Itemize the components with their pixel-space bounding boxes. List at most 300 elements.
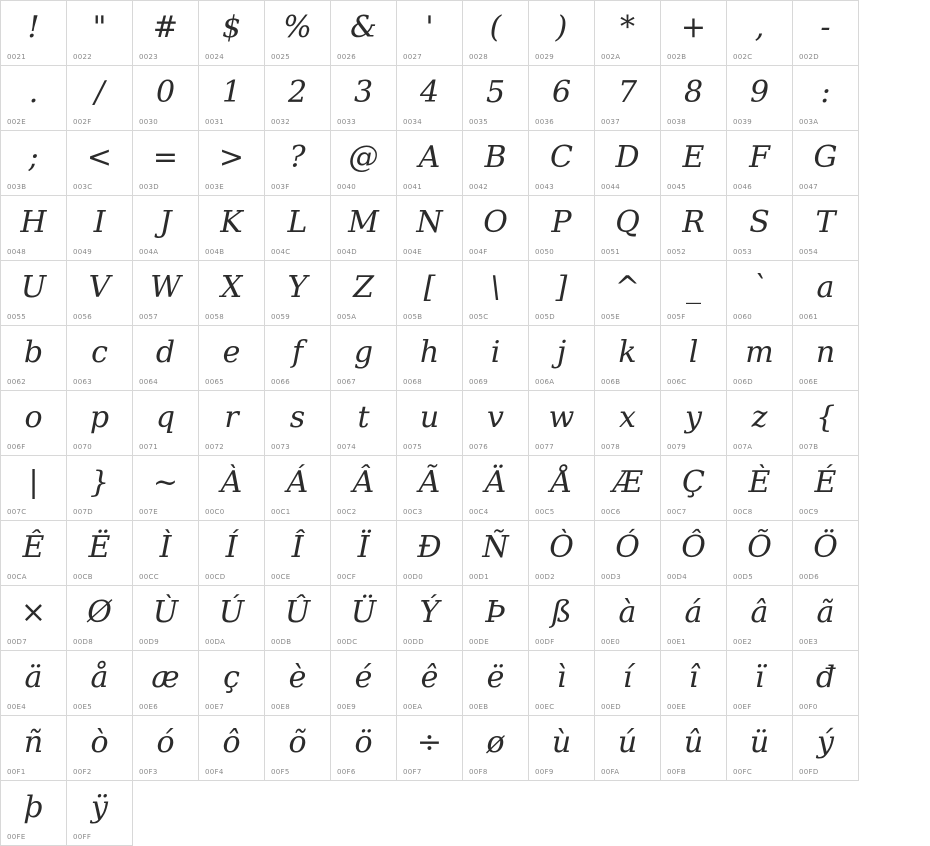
glyph-cell[interactable]: [463, 196, 529, 261]
glyph-character: p: [89, 400, 110, 435]
glyph-unicode-code: 0031: [205, 118, 225, 126]
glyph-cell[interactable]: [397, 456, 463, 521]
glyph-unicode-code: 0035: [469, 118, 489, 126]
glyph-cell[interactable]: [67, 651, 133, 716]
glyph-cell[interactable]: [67, 261, 133, 326]
glyph-cell[interactable]: [331, 66, 397, 131]
glyph-cell[interactable]: [661, 521, 727, 586]
glyph-unicode-code: 00F4: [205, 768, 224, 776]
glyph-character: H: [20, 205, 47, 240]
glyph-cell[interactable]: [1, 391, 67, 456]
glyph-cell[interactable]: [793, 391, 859, 456]
glyph-character: J: [159, 205, 172, 240]
glyph-cell[interactable]: [529, 1, 595, 66]
glyph-cell[interactable]: [793, 66, 859, 131]
glyph-cell[interactable]: [265, 1, 331, 66]
glyph-cell[interactable]: [661, 326, 727, 391]
glyph-cell[interactable]: [1, 261, 67, 326]
glyph-cell[interactable]: [199, 131, 265, 196]
glyph-cell[interactable]: [595, 391, 661, 456]
glyph-cell[interactable]: [67, 716, 133, 781]
glyph-cell[interactable]: [265, 586, 331, 651]
glyph-cell[interactable]: [1, 326, 67, 391]
glyph-cell[interactable]: [133, 651, 199, 716]
glyph-cell[interactable]: [199, 586, 265, 651]
glyph-cell[interactable]: [793, 651, 859, 716]
glyph-character: á: [684, 595, 703, 630]
glyph-cell[interactable]: [199, 716, 265, 781]
glyph-cell[interactable]: [133, 326, 199, 391]
glyph-unicode-code: 0053: [733, 248, 753, 256]
glyph-cell[interactable]: [529, 651, 595, 716]
glyph-cell[interactable]: [265, 391, 331, 456]
glyph-character: Û: [284, 595, 311, 630]
glyph-character: 1: [221, 75, 242, 110]
glyph-unicode-code: 00F2: [73, 768, 92, 776]
glyph-unicode-code: 007D: [73, 508, 93, 516]
glyph-unicode-code: 00C5: [535, 508, 555, 516]
glyph-character: Ú: [218, 595, 245, 630]
glyph-cell[interactable]: [397, 66, 463, 131]
glyph-cell[interactable]: [529, 391, 595, 456]
glyph-cell[interactable]: [1, 586, 67, 651]
glyph-cell[interactable]: [133, 391, 199, 456]
glyph-cell[interactable]: [793, 1, 859, 66]
glyph-unicode-code: 00CD: [205, 573, 226, 581]
glyph-unicode-code: 00C9: [799, 508, 819, 516]
glyph-cell[interactable]: [529, 716, 595, 781]
glyph-character: g: [353, 335, 374, 370]
glyph-cell[interactable]: [727, 131, 793, 196]
glyph-unicode-code: 00D0: [403, 573, 423, 581]
glyph-cell[interactable]: [463, 716, 529, 781]
glyph-unicode-code: 00F9: [535, 768, 554, 776]
glyph-character: n: [815, 335, 836, 370]
glyph-unicode-code: 0052: [667, 248, 687, 256]
glyph-cell[interactable]: [265, 716, 331, 781]
glyph-unicode-code: 0056: [73, 313, 93, 321]
glyph-character: I: [93, 205, 106, 240]
glyph-cell[interactable]: [463, 1, 529, 66]
glyph-cell[interactable]: [199, 456, 265, 521]
glyph-unicode-code: 003C: [73, 183, 93, 191]
glyph-character: M: [348, 205, 379, 240]
glyph-cell[interactable]: [67, 66, 133, 131]
glyph-unicode-code: 007A: [733, 443, 753, 451]
glyph-cell[interactable]: [397, 391, 463, 456]
glyph-cell[interactable]: [397, 326, 463, 391]
glyph-cell[interactable]: [199, 651, 265, 716]
glyph-unicode-code: 00CC: [139, 573, 159, 581]
glyph-unicode-code: 0039: [733, 118, 753, 126]
glyph-character: R: [682, 205, 705, 240]
glyph-character: -: [820, 10, 831, 45]
glyph-character: ô: [222, 725, 241, 760]
glyph-character: &: [350, 10, 377, 45]
glyph-cell[interactable]: [331, 716, 397, 781]
glyph-unicode-code: 005B: [403, 313, 423, 321]
glyph-character: Ç: [682, 465, 705, 500]
glyph-cell[interactable]: [463, 66, 529, 131]
glyph-cell[interactable]: [529, 66, 595, 131]
glyph-character: ?: [289, 140, 306, 175]
glyph-character: C: [550, 140, 573, 175]
glyph-unicode-code: 0024: [205, 53, 225, 61]
glyph-unicode-code: 005A: [337, 313, 357, 321]
glyph-cell[interactable]: [397, 196, 463, 261]
glyph-unicode-code: 00F0: [799, 703, 818, 711]
glyph-character: ø: [486, 725, 505, 760]
glyph-unicode-code: 0078: [601, 443, 621, 451]
glyph-unicode-code: 00C7: [667, 508, 687, 516]
glyph-character: ]: [555, 270, 568, 305]
glyph-cell[interactable]: [529, 326, 595, 391]
glyph-character: À: [220, 465, 243, 500]
glyph-unicode-code: 0044: [601, 183, 621, 191]
glyph-cell[interactable]: [67, 456, 133, 521]
glyph-cell[interactable]: [331, 456, 397, 521]
glyph-cell[interactable]: [463, 456, 529, 521]
glyph-unicode-code: 005D: [535, 313, 555, 321]
glyph-unicode-code: 0072: [205, 443, 225, 451]
glyph-cell[interactable]: [661, 651, 727, 716]
glyph-unicode-code: 0029: [535, 53, 555, 61]
glyph-unicode-code: 004E: [403, 248, 422, 256]
glyph-cell[interactable]: [199, 1, 265, 66]
glyph-unicode-code: 00E7: [205, 703, 224, 711]
glyph-character: ^: [614, 270, 641, 305]
glyph-cell[interactable]: [595, 261, 661, 326]
glyph-cell[interactable]: [1, 781, 67, 846]
glyph-cell[interactable]: [397, 521, 463, 586]
glyph-unicode-code: 0040: [337, 183, 357, 191]
glyph-unicode-code: 004D: [337, 248, 357, 256]
glyph-cell[interactable]: [199, 196, 265, 261]
glyph-cell[interactable]: [397, 586, 463, 651]
glyph-cell[interactable]: [463, 521, 529, 586]
glyph-unicode-code: 00F6: [337, 768, 356, 776]
glyph-cell[interactable]: [133, 716, 199, 781]
glyph-cell[interactable]: [661, 391, 727, 456]
glyph-character: [: [423, 270, 436, 305]
glyph-cell[interactable]: [397, 716, 463, 781]
glyph-character: í: [622, 660, 633, 695]
glyph-cell[interactable]: [727, 326, 793, 391]
glyph-cell[interactable]: [793, 716, 859, 781]
glyph-cell[interactable]: [595, 716, 661, 781]
glyph-cell[interactable]: [67, 196, 133, 261]
glyph-cell[interactable]: [793, 326, 859, 391]
glyph-cell[interactable]: [595, 521, 661, 586]
glyph-character: ü: [749, 725, 770, 760]
glyph-unicode-code: 005C: [469, 313, 489, 321]
glyph-unicode-code: 0077: [535, 443, 555, 451]
glyph-unicode-code: 0060: [733, 313, 753, 321]
glyph-unicode-code: 00E0: [601, 638, 620, 646]
glyph-cell[interactable]: [265, 326, 331, 391]
glyph-cell[interactable]: [1, 716, 67, 781]
glyph-cell[interactable]: [793, 456, 859, 521]
glyph-cell[interactable]: [793, 131, 859, 196]
glyph-cell[interactable]: [661, 456, 727, 521]
glyph-cell[interactable]: [793, 261, 859, 326]
glyph-cell[interactable]: [199, 261, 265, 326]
glyph-character: 7: [617, 75, 638, 110]
glyph-cell[interactable]: [727, 456, 793, 521]
glyph-unicode-code: 00CF: [337, 573, 357, 581]
glyph-cell[interactable]: [727, 651, 793, 716]
glyph-cell[interactable]: [1, 131, 67, 196]
glyph-character: î: [688, 660, 699, 695]
glyph-character: f: [291, 335, 304, 370]
glyph-character: ú: [617, 725, 638, 760]
glyph-character: $: [221, 10, 242, 45]
glyph-cell[interactable]: [199, 326, 265, 391]
glyph-cell[interactable]: [331, 391, 397, 456]
glyph-cell[interactable]: [727, 66, 793, 131]
glyph-unicode-code: 0050: [535, 248, 555, 256]
glyph-cell[interactable]: [595, 651, 661, 716]
glyph-unicode-code: 00ED: [601, 703, 621, 711]
glyph-cell[interactable]: [397, 131, 463, 196]
glyph-cell[interactable]: [67, 326, 133, 391]
glyph-character: r: [224, 400, 239, 435]
glyph-unicode-code: 0030: [139, 118, 159, 126]
glyph-unicode-code: 00D8: [73, 638, 93, 646]
glyph-cell[interactable]: [463, 261, 529, 326]
glyph-character: y: [685, 400, 702, 435]
glyph-character: W: [150, 270, 181, 305]
glyph-cell[interactable]: [1, 1, 67, 66]
glyph-character: l: [688, 335, 699, 370]
glyph-character: þ: [23, 790, 44, 825]
glyph-cell[interactable]: [265, 651, 331, 716]
glyph-cell[interactable]: [661, 66, 727, 131]
glyph-cell[interactable]: [331, 131, 397, 196]
glyph-cell[interactable]: [463, 651, 529, 716]
glyph-cell[interactable]: [199, 521, 265, 586]
glyph-cell[interactable]: [1, 651, 67, 716]
glyph-cell[interactable]: [661, 196, 727, 261]
glyph-character: ñ: [23, 725, 44, 760]
glyph-unicode-code: 00EC: [535, 703, 555, 711]
glyph-unicode-code: 00CE: [271, 573, 291, 581]
glyph-unicode-code: 0041: [403, 183, 423, 191]
glyph-unicode-code: 00FF: [73, 833, 92, 841]
glyph-cell[interactable]: [595, 456, 661, 521]
glyph-unicode-code: 0046: [733, 183, 753, 191]
glyph-cell[interactable]: [529, 456, 595, 521]
glyph-cell[interactable]: [793, 586, 859, 651]
glyph-cell[interactable]: [331, 196, 397, 261]
glyph-cell[interactable]: [661, 1, 727, 66]
glyph-character: 0: [155, 75, 176, 110]
glyph-character: Ê: [22, 530, 45, 565]
glyph-character: É: [814, 465, 837, 500]
glyph-unicode-code: 002F: [73, 118, 92, 126]
glyph-unicode-code: 0075: [403, 443, 423, 451]
glyph-character: <: [86, 140, 113, 175]
glyph-cell[interactable]: [199, 66, 265, 131]
glyph-cell[interactable]: [595, 326, 661, 391]
glyph-unicode-code: 0051: [601, 248, 621, 256]
glyph-cell[interactable]: [397, 261, 463, 326]
glyph-cell[interactable]: [133, 1, 199, 66]
glyph-cell[interactable]: [67, 781, 133, 846]
glyph-character: o: [24, 400, 43, 435]
glyph-cell[interactable]: [67, 1, 133, 66]
glyph-cell[interactable]: [727, 586, 793, 651]
glyph-cell[interactable]: [727, 196, 793, 261]
glyph-character: =: [152, 140, 179, 175]
glyph-character: Ò: [549, 530, 574, 565]
glyph-unicode-code: 0028: [469, 53, 489, 61]
glyph-cell[interactable]: [133, 66, 199, 131]
glyph-cell[interactable]: [331, 326, 397, 391]
glyph-cell[interactable]: [529, 196, 595, 261]
glyph-unicode-code: 00D6: [799, 573, 819, 581]
glyph-cell[interactable]: [661, 261, 727, 326]
glyph-character: ÷: [416, 725, 443, 760]
glyph-cell[interactable]: [67, 131, 133, 196]
glyph-cell[interactable]: [331, 651, 397, 716]
glyph-character: A: [418, 140, 441, 175]
glyph-unicode-code: 00FA: [601, 768, 620, 776]
glyph-character: ö: [354, 725, 373, 760]
glyph-character: ò: [90, 725, 109, 760]
glyph-cell[interactable]: [529, 131, 595, 196]
glyph-unicode-code: 00F3: [139, 768, 158, 776]
glyph-cell[interactable]: [463, 586, 529, 651]
glyph-cell[interactable]: [595, 131, 661, 196]
glyph-character: 8: [683, 75, 704, 110]
glyph-unicode-code: 004F: [469, 248, 488, 256]
glyph-character: Ó: [615, 530, 640, 565]
glyph-character: (: [489, 10, 502, 45]
glyph-character: /: [94, 75, 105, 110]
glyph-cell[interactable]: [331, 261, 397, 326]
glyph-character: ): [555, 10, 568, 45]
glyph-cell[interactable]: [265, 456, 331, 521]
glyph-cell[interactable]: [463, 391, 529, 456]
glyph-cell[interactable]: [397, 1, 463, 66]
glyph-cell[interactable]: [727, 716, 793, 781]
glyph-unicode-code: 0027: [403, 53, 423, 61]
glyph-character: X: [220, 270, 243, 305]
glyph-unicode-code: 00DE: [469, 638, 489, 646]
glyph-cell[interactable]: [1, 66, 67, 131]
glyph-cell[interactable]: [67, 391, 133, 456]
glyph-cell[interactable]: [661, 586, 727, 651]
glyph-cell[interactable]: [529, 521, 595, 586]
glyph-cell[interactable]: [67, 586, 133, 651]
glyph-cell[interactable]: [133, 261, 199, 326]
glyph-unicode-code: 004B: [205, 248, 225, 256]
glyph-character: V: [88, 270, 111, 305]
glyph-cell[interactable]: [1, 456, 67, 521]
glyph-cell[interactable]: [793, 521, 859, 586]
glyph-character: ÿ: [91, 790, 108, 825]
glyph-cell[interactable]: [463, 326, 529, 391]
glyph-character: v: [487, 400, 504, 435]
glyph-cell[interactable]: [265, 196, 331, 261]
glyph-cell[interactable]: [727, 261, 793, 326]
glyph-character: Õ: [747, 530, 772, 565]
glyph-cell[interactable]: [727, 391, 793, 456]
glyph-unicode-code: 00EB: [469, 703, 489, 711]
glyph-cell[interactable]: [133, 521, 199, 586]
glyph-cell[interactable]: [661, 131, 727, 196]
glyph-cell[interactable]: [133, 131, 199, 196]
glyph-cell[interactable]: [793, 196, 859, 261]
glyph-cell[interactable]: [463, 131, 529, 196]
glyph-character: Q: [615, 205, 640, 240]
glyph-unicode-code: 0070: [73, 443, 93, 451]
glyph-unicode-code: 005E: [601, 313, 620, 321]
glyph-character: Ã: [418, 465, 441, 500]
glyph-character: s: [289, 400, 306, 435]
glyph-cell[interactable]: [265, 521, 331, 586]
glyph-unicode-code: 00D3: [601, 573, 621, 581]
glyph-cell[interactable]: [331, 586, 397, 651]
glyph-cell[interactable]: [595, 66, 661, 131]
glyph-cell[interactable]: [1, 196, 67, 261]
glyph-cell[interactable]: [397, 651, 463, 716]
glyph-character: Ø: [87, 595, 112, 630]
glyph-cell[interactable]: [133, 586, 199, 651]
glyph-unicode-code: 00E8: [271, 703, 290, 711]
glyph-cell[interactable]: [661, 716, 727, 781]
glyph-unicode-code: 00EF: [733, 703, 752, 711]
glyph-character: K: [220, 205, 243, 240]
glyph-cell[interactable]: [727, 1, 793, 66]
glyph-unicode-code: 006A: [535, 378, 555, 386]
glyph-character: T: [815, 205, 836, 240]
glyph-cell[interactable]: [133, 196, 199, 261]
glyph-character: 6: [551, 75, 572, 110]
glyph-cell[interactable]: [595, 1, 661, 66]
glyph-cell[interactable]: [67, 521, 133, 586]
glyph-character: ": [92, 10, 107, 45]
glyph-character: S: [749, 205, 770, 240]
glyph-cell[interactable]: [265, 66, 331, 131]
glyph-cell[interactable]: [595, 586, 661, 651]
glyph-cell[interactable]: [529, 586, 595, 651]
glyph-character: _: [686, 270, 701, 305]
glyph-cell[interactable]: [529, 261, 595, 326]
glyph-cell[interactable]: [331, 521, 397, 586]
glyph-cell[interactable]: [265, 131, 331, 196]
glyph-character: G: [813, 140, 838, 175]
glyph-cell[interactable]: [331, 1, 397, 66]
glyph-cell[interactable]: [727, 521, 793, 586]
glyph-character: a: [816, 270, 835, 305]
glyph-cell[interactable]: [595, 196, 661, 261]
glyph-unicode-code: 0058: [205, 313, 225, 321]
glyph-character: Ë: [88, 530, 111, 565]
glyph-cell[interactable]: [265, 261, 331, 326]
glyph-character: #: [152, 10, 179, 45]
glyph-unicode-code: 0043: [535, 183, 555, 191]
glyph-unicode-code: 0071: [139, 443, 159, 451]
glyph-character: F: [749, 140, 770, 175]
glyph-cell[interactable]: [1, 521, 67, 586]
glyph-character: ã: [816, 595, 835, 630]
glyph-unicode-code: 00CA: [7, 573, 27, 581]
glyph-character: }: [89, 465, 110, 500]
glyph-cell[interactable]: [199, 391, 265, 456]
glyph-cell[interactable]: [133, 456, 199, 521]
